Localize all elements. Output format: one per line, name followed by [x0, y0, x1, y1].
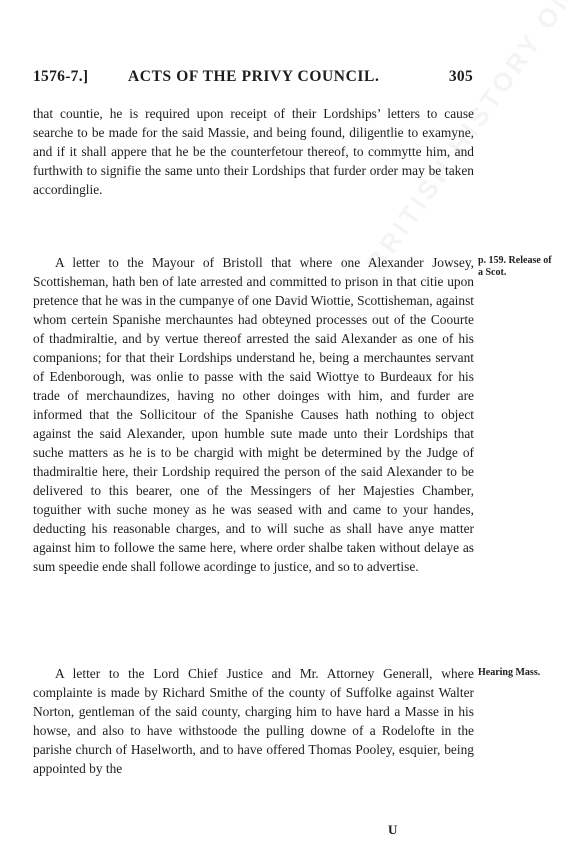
- paragraph-letter-chief-justice: A letter to the Lord Chief Justice and Mr. Attorney Generall, where complainte is made by Richard Smithe of the county of Suffolke against Walter Norton, gentleman of the said county, charging him to have hard a Masse in his howse, and also to have withstoode the pulling downe of a Rodelofte in the parishe church of Haselworth, and to have offered Thomas Pooley, esquier, being appointed by the: [33, 666, 474, 776]
- header-title: ACTS OF THE PRIVY COUNCIL.: [128, 68, 380, 85]
- running-header: [33, 68, 473, 90]
- signature-mark: U: [388, 822, 398, 837]
- header-years: 1576-7.]: [33, 68, 89, 85]
- paragraph-letter-mayor-bristoll: A letter to the Mayour of Bristoll that where one Alexander Jowsey, Scottisheman, hath ben of late arrested and committed to prison in that citie upon pretence that he was in the cumpanye of one David Wiottie, Scottisheman, against whom certein Spanishe merchauntes had obteyned processes out of the Coourte of thadmiraltie, and by vertue thereof arrested the said Alexander as one of his companions; for that their Lordships understand he, being a merchauntes servant of Edenborough, was onlie to passe with the said Wiottye to Burdeaux for his trade of merchaundizes, having no other doinges with him, and furder are informed that the Sollicitour of the Spanishe Causes hath nothing to object against the said Alexander, upon humble sute made unto their Lordships that suche matters as he is to be chargid with might be determined by the Judge of thadmiraltie here, their Lordship required the person of the said Alexander to be delivered to this bearer, one of the Messingers of her Majesties Chamber, toguither with suche money as he was seased with and came to your handes, deducting his reasonable charges, and to will suche as shall have anye matter against him to followe the same here, where order shalbe taken without delaye as sum speedie ende shall followe acordinge to justice, and so to advertise.: [33, 255, 474, 574]
- margin-note-release-of-scot: p. 159. Release of a Scot.: [478, 255, 552, 278]
- paragraph-continuation: that countie, he is required upon receipt of their Lordships’ letters to cause searche to be made for the said Massie, and being found, diligentlie to examyne, and if it shall appere that he be the counterfetour thereof, to commytte him, and furthwith to signifie the same unto their Lordships that furder order may be taken accordinglie.: [33, 106, 474, 197]
- page-number: 305: [448, 68, 473, 85]
- margin-note-hearing-mass: Hearing Mass.: [478, 667, 541, 678]
